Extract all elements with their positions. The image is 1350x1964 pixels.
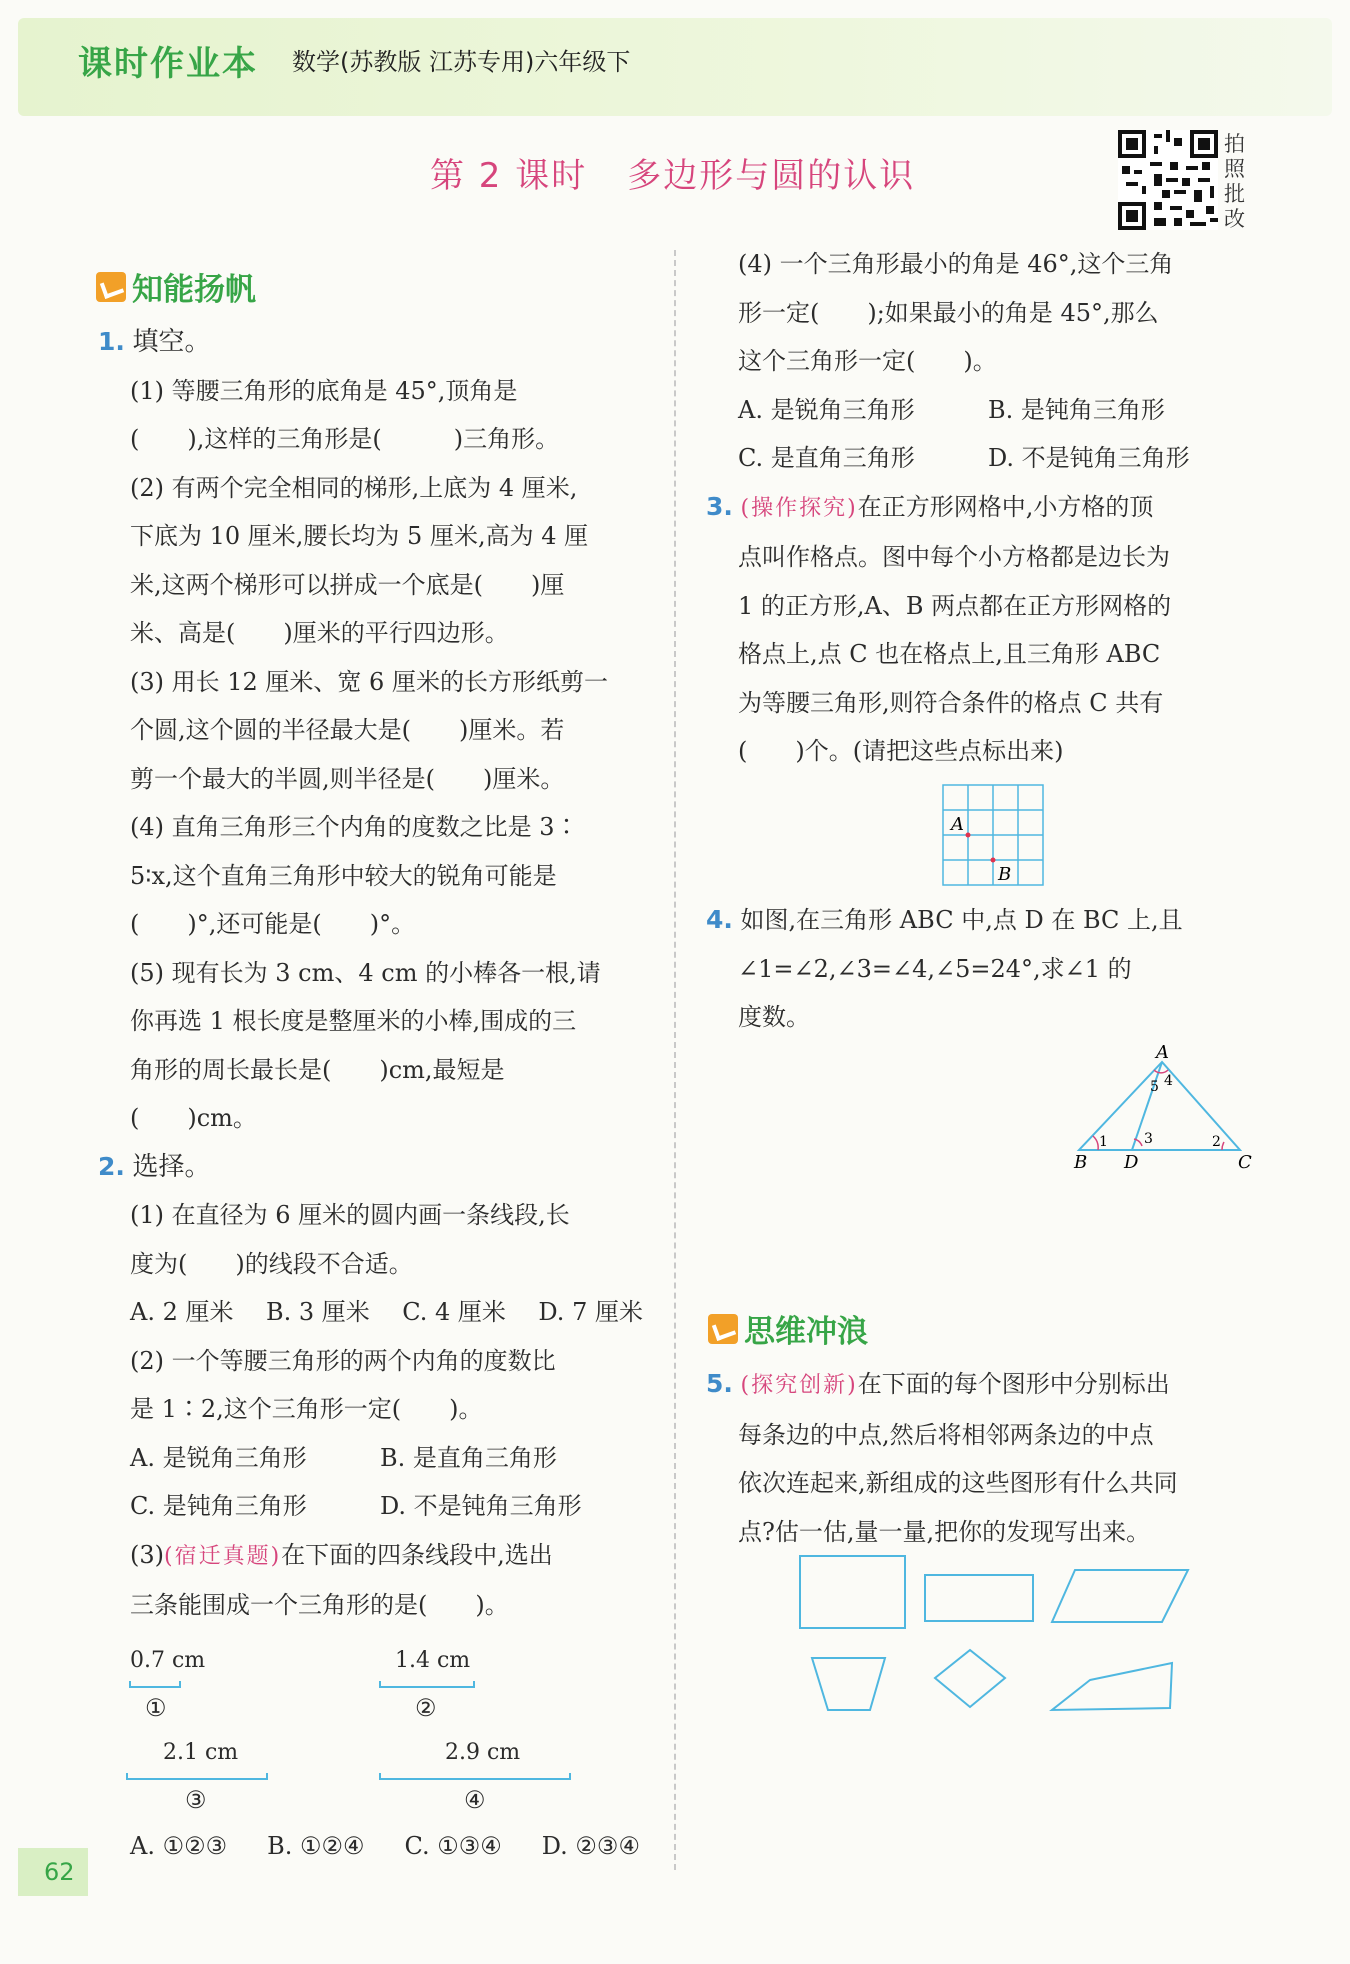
segment-line-2 <box>380 1686 474 1688</box>
option-b[interactable]: B. ①②④ <box>267 1832 365 1860</box>
vertex-c: C <box>1238 1152 1252 1172</box>
option-d[interactable]: D. 不是钝角三角形 <box>380 1492 582 1520</box>
square-grid-figure[interactable] <box>938 780 1048 892</box>
trapezoid-shape[interactable] <box>812 1658 885 1710</box>
quadrilateral-shapes-figure[interactable] <box>790 1550 1200 1730</box>
source-tag: (宿迁真题) <box>164 1543 282 1569</box>
question-title: 选择。 <box>132 1151 211 1182</box>
q3-line: 格点上,点 C 也在格点上,且三角形 ABC <box>738 640 1161 668</box>
vertex-a: A <box>1156 1042 1169 1063</box>
point-b <box>991 858 996 863</box>
q1-line: 下底为 10 厘米,腰长均为 5 厘米,高为 4 厘 <box>130 522 589 550</box>
section-heading-siwei <box>708 1306 868 1351</box>
option-c[interactable]: C. ①③④ <box>404 1832 502 1860</box>
source-tag: (探究创新) <box>740 1373 858 1398</box>
section-title: 知能扬帆 <box>132 272 256 308</box>
q1-line: 你再选 1 根长度是整厘米的小棒,围成的三 <box>130 1007 577 1035</box>
angle-5: 5 <box>1150 1079 1159 1095</box>
q3-line: 在正方形网格中,小方格的顶 <box>857 492 1154 521</box>
lesson-title <box>430 148 915 197</box>
q5-line: 点?估一估,量一量,把你的发现写出来。 <box>738 1517 1151 1546</box>
q3-line: ( )个。(请把这些点标出来) <box>738 737 1064 765</box>
q1-line: ( )cm。 <box>130 1104 257 1132</box>
angle-3: 3 <box>1144 1131 1153 1147</box>
segment-label: 2.9 cm <box>445 1740 521 1765</box>
qr-code-icon[interactable] <box>1118 130 1218 230</box>
segment-line-4 <box>380 1778 570 1780</box>
segment-label: 2.1 cm <box>163 1740 239 1765</box>
source-tag: (操作探究) <box>740 495 858 521</box>
option-a[interactable]: A. 是锐角三角形 <box>738 395 915 424</box>
right-column-text <box>706 240 1254 776</box>
option-b[interactable]: B. 是直角三角形 <box>380 1443 557 1472</box>
q1-line: 个圆,这个圆的半径最大是( )厘米。若 <box>130 716 565 744</box>
option-a[interactable]: A. 是锐角三角形 <box>130 1443 307 1472</box>
option-d[interactable]: D. ②③④ <box>541 1832 640 1860</box>
parallelogram-shape[interactable] <box>1052 1570 1188 1622</box>
angle-1: 1 <box>1099 1134 1108 1150</box>
q2-3-text: 在下面的四条线段中,选出 <box>281 1540 553 1569</box>
column-divider <box>674 250 676 1870</box>
rectangle-shape[interactable] <box>925 1575 1033 1621</box>
q3-line: 1 的正方形,A、B 两点都在正方形网格的 <box>738 591 1172 620</box>
lesson-name: 多边形与圆的认识 <box>627 156 916 196</box>
segment-number: ③ <box>185 1786 207 1814</box>
q1-line: (4) 直角三角形三个内角的度数之比是 3∶ <box>130 813 579 841</box>
q2-line <box>98 1531 643 1582</box>
question-title: 填空。 <box>132 327 211 357</box>
subq-prefix: (3) <box>130 1540 164 1569</box>
q2-line: (1) 在直径为 6 厘米的圆内画一条线段,长 <box>130 1201 570 1229</box>
wave-icon <box>708 1314 738 1344</box>
q1-line: (3) 用长 12 厘米、宽 6 厘米的长方形纸剪一 <box>130 667 608 696</box>
question-number: 3. <box>706 491 733 521</box>
q4-line: 如图,在三角形 ABC 中,点 D 在 BC 上,且 <box>740 906 1183 934</box>
book-subtitle: 数学(苏教版 江苏专用)六年级下 <box>292 48 631 76</box>
angle-2: 2 <box>1212 1134 1221 1150</box>
square-shape[interactable] <box>800 1556 905 1628</box>
option-c[interactable]: C. 是直角三角形 <box>738 444 915 472</box>
q2-line: 三条能围成一个三角形的是( )。 <box>130 1591 509 1619</box>
q5-line: 依次连起来,新组成的这些图形有什么共同 <box>738 1469 1178 1497</box>
brand-title: 课时作业本 <box>78 44 258 84</box>
option-c[interactable]: C. 是钝角三角形 <box>130 1492 307 1520</box>
option-b[interactable]: B. 3 厘米 <box>265 1298 370 1326</box>
q1-line: 5∶x,这个直角三角形中较大的锐角可能是 <box>130 861 557 890</box>
page-number: 62 <box>18 1848 88 1896</box>
question-number: 4. <box>706 905 733 934</box>
q2-2-options <box>98 1434 643 1531</box>
segment-number: ① <box>145 1694 167 1722</box>
q2-line: (4) 一个三角形最小的角是 46°,这个三角 <box>738 250 1174 278</box>
q1-line: (5) 现有长为 3 cm、4 cm 的小棒各一根,请 <box>130 958 601 987</box>
option-a[interactable]: A. 2 厘米 <box>130 1298 234 1326</box>
option-b[interactable]: B. 是钝角三角形 <box>988 395 1165 424</box>
segment-line-3 <box>127 1778 267 1780</box>
vertex-b: B <box>1074 1152 1088 1172</box>
point-b-label: B <box>998 864 1012 885</box>
option-a[interactable]: A. ①②③ <box>130 1832 228 1860</box>
segment-line-1 <box>130 1686 180 1688</box>
rhombus-shape[interactable] <box>935 1650 1005 1707</box>
q2-4-options <box>706 386 1254 483</box>
option-c[interactable]: C. 4 厘米 <box>402 1298 506 1326</box>
option-d[interactable]: D. 不是钝角三角形 <box>988 444 1190 472</box>
q1-line: 角形的周长最长是( )cm,最短是 <box>130 1055 505 1084</box>
question-4 <box>706 896 1254 1042</box>
triangle-abc-figure[interactable] <box>1062 1040 1262 1172</box>
q2-line: 这个三角形一定( )。 <box>738 347 997 375</box>
q2-line: 形一定( );如果最小的角是 45°,那么 <box>738 298 1159 327</box>
segment-number: ② <box>415 1694 437 1722</box>
q2-line: 度为( )的线段不合适。 <box>130 1249 413 1278</box>
question-number: 1. <box>98 327 125 356</box>
point-a <box>966 833 971 838</box>
segment-number: ④ <box>464 1786 486 1814</box>
question-5 <box>706 1360 1254 1556</box>
section-title: 思维冲浪 <box>744 1314 868 1350</box>
q1-line: (1) 等腰三角形的底角是 45°,顶角是 <box>130 376 518 405</box>
q1-line: ( )°,还可能是( )°。 <box>130 910 416 938</box>
q4-line: ∠1=∠2,∠3=∠4,∠5=24°,求∠1 的 <box>738 954 1132 983</box>
qr-label: 拍照批改 <box>1224 132 1245 231</box>
pencil-icon <box>96 272 126 302</box>
q2-line: (2) 一个等腰三角形的两个内角的度数比 <box>130 1346 556 1375</box>
lesson-number: 第 2 课时 <box>430 156 588 196</box>
q5-line: 每条边的中点,然后将相邻两条边的中点 <box>738 1420 1154 1449</box>
segment-label: 1.4 cm <box>395 1648 471 1673</box>
q1-line: 米,这两个梯形可以拼成一个底是( )厘 <box>130 570 565 599</box>
q1-line: (2) 有两个完全相同的梯形,上底为 4 厘米, <box>130 473 578 502</box>
angle-4: 4 <box>1164 1073 1173 1089</box>
question-1 <box>98 318 643 1630</box>
quadrilateral-shape[interactable] <box>1052 1663 1172 1710</box>
point-a-label: A <box>951 814 964 835</box>
option-d[interactable]: D. 7 厘米 <box>538 1298 643 1326</box>
q1-line: ( ),这样的三角形是( )三角形。 <box>130 425 560 453</box>
question-number: 2. <box>98 1151 125 1181</box>
segment-label: 0.7 cm <box>130 1648 206 1673</box>
q4-line: 度数。 <box>738 1003 810 1031</box>
q3-line: 点叫作格点。图中每个小方格都是边长为 <box>738 543 1170 571</box>
q2-line: 是 1∶2,这个三角形一定( )。 <box>130 1395 483 1423</box>
q5-line: 在下面的每个图形中分别标出 <box>857 1370 1170 1398</box>
section-heading-zhineng <box>96 264 256 309</box>
q1-line: 剪一个最大的半圆,则半径是( )厘米。 <box>130 764 565 793</box>
q1-line: 米、高是( )厘米的平行四边形。 <box>130 619 509 647</box>
q2-3-options <box>130 1822 640 1871</box>
q2-1-options <box>98 1288 643 1337</box>
vertex-d: D <box>1124 1152 1139 1172</box>
question-number: 5. <box>706 1369 733 1398</box>
q3-line: 为等腰三角形,则符合条件的格点 C 共有 <box>738 688 1164 717</box>
